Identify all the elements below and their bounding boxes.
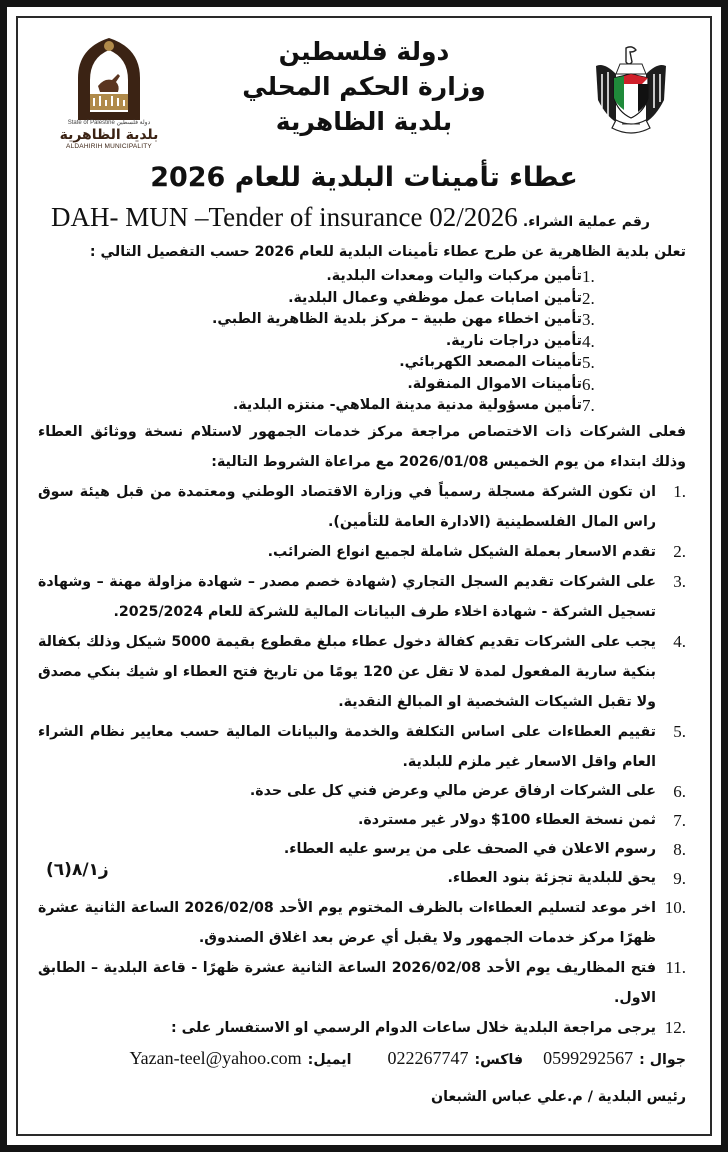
announcement-body: [38, 240, 686, 1115]
condition-item: .5 تقييم العطاءات على اساس التكلفة والخدمة والبيانات المالية حسب معايير نظام الشراء العام واقل الاسعار غير ملزم للبلدية.: [38, 721, 686, 770]
condition-item: .12 يرجى مراجعة البلدية خلال ساعات الدوام الرسمي او الاستفسار على :: [170, 1017, 686, 1037]
list-item: 7. تأمين مسؤولية مدنية مدينة الملاهي- منتزه البلدية.: [232, 396, 595, 415]
state-name: دولة فلسطين: [278, 37, 450, 66]
list-item: 2. تأمين اصابات عمل موظفي وعمال البلدية.: [288, 288, 595, 308]
fax-number: 022267747: [387, 1047, 469, 1068]
condition-item: .9 يحق للبلدية تجزئة بنود العطاء.: [447, 868, 686, 888]
condition-item: .4 يجب على الشركات تقديم كفالة دخول عطاء مبلغ مقطوع بقيمة 5000 شيكل وذلك بكفالة بنكية سارية المفعول لمدة لا تقل عن 120 يومًا من تاريخ فتح العطاء او شيك بنكي مصدق ولا تقبل الشيكات الشخصية او المبالغ النقدية.: [38, 631, 686, 710]
condition-item: .3 على الشركات تقديم السجل التجاري (شهادة خصم مصدر – شهادة مزاولة مهنة – وشهادة تسجيل الشركة - شهادة اخلاء طرف البيانات المالية للشركة للعام 2025/2024.: [38, 571, 686, 620]
letterhead-titles: [198, 34, 530, 139]
list-item: 6. تأمينات الاموال المنقولة.: [407, 374, 595, 394]
notice-paragraph: فعلى الشركات ذات الاختصاص مراجعة مركز خدمات الجمهور لاستلام نسخة ووثائق العطاء وذلك ابتداء من يوم الخميس 2026/01/08 مع مراعاة الشروط التالية:: [38, 423, 686, 470]
contact-info: [38, 1043, 686, 1075]
tender-title: عطاء تأمينات البلدية للعام 2026: [150, 162, 578, 193]
email-label: ايميل:: [307, 1051, 352, 1068]
logo-name-ar: بلدية الظاهرية: [59, 127, 159, 143]
condition-item: .10 اخر موعد لتسليم العطاءات بالظرف المختوم يوم الأحد 2026/02/08 الساعة الثانية عشرة ظهرًا مركز خدمات الجمهور ولا يقبل أي عرض بعد اغلاق الصندوق.: [38, 897, 686, 946]
signature: رئيس البلدية / م.علي عباس الشبعان: [431, 1088, 686, 1105]
page-inner-border: [16, 16, 712, 1136]
condition-item: .2 تقدم الاسعار بعملة الشيكل شاملة لجميع انواع الضرائب.: [267, 541, 686, 561]
list-item: 1. تأمين مركبات واليات ومعدات البلدية.: [326, 267, 595, 286]
letterhead: [18, 26, 710, 151]
list-item: 5. تأمينات المصعد الكهربائي.: [399, 353, 595, 372]
tender-reference: رقم عملية الشراء. DAH- MUN –Tender of insurance 02/2026: [51, 202, 650, 232]
logo-name-en: ALDAHIRIH MUNICIPALITY: [66, 143, 152, 150]
condition-item: .6 على الشركات ارفاق عرض مالي وعرض فني كل على حدة.: [249, 781, 686, 801]
intro-paragraph: تعلن بلدية الظاهرية عن طرح عطاء تأمينات البلدية للعام 2026 حسب التفصيل التالي :: [89, 244, 686, 260]
condition-item: .8 رسوم الاعلان في الصحف على من يرسو عليه العطاء.: [283, 839, 686, 859]
insurance-items-list: [38, 266, 686, 417]
palestine-emblem-icon: [590, 44, 672, 140]
mobile-number: 0599292567: [543, 1047, 634, 1068]
condition-item: .1 ان تكون الشركة مسجلة رسمياً في وزارة الاقتصاد الوطني ومعتمدة من قبل هيئة سوق راس المال الفلسطينية (الادارة العامة للتأمين).: [38, 481, 686, 530]
list-item: 3. تأمين اخطاء مهن طبية – مركز بلدية الظاهرية الطبي.: [212, 310, 595, 329]
mobile-label: جوال :: [639, 1051, 686, 1068]
municipality-logo: [54, 34, 164, 154]
email-address: Yazan-teel@yahoo.com: [129, 1047, 302, 1068]
condition-item: .11 فتح المظاريف يوم الأحد 2026/02/08 الساعة الثانية عشرة ظهرًا - قاعة البلدية – الطابق الاول.: [38, 957, 686, 1006]
list-item: 4. تأمين دراجات نارية.: [445, 331, 595, 351]
condition-item: .7 ثمن نسخة العطاء 100$ دولار غير مستردة.: [358, 810, 686, 830]
aldahiriya-logo-icon: [70, 34, 148, 120]
municipality-name: بلدية الظاهرية: [275, 107, 453, 136]
tender-reference-label: رقم عملية الشراء: [528, 214, 650, 230]
ministry-name: وزارة الحكم المحلي: [242, 72, 486, 101]
publication-ref-code: ز٨/١(٦): [46, 860, 109, 880]
conditions-list: [38, 477, 686, 1043]
fax-label: فاكس:: [474, 1051, 524, 1068]
tender-reference-code: DAH- MUN –Tender of insurance 02/2026: [51, 202, 518, 232]
logo-state-label: State of Palestine دولة فلسطين: [67, 120, 151, 126]
